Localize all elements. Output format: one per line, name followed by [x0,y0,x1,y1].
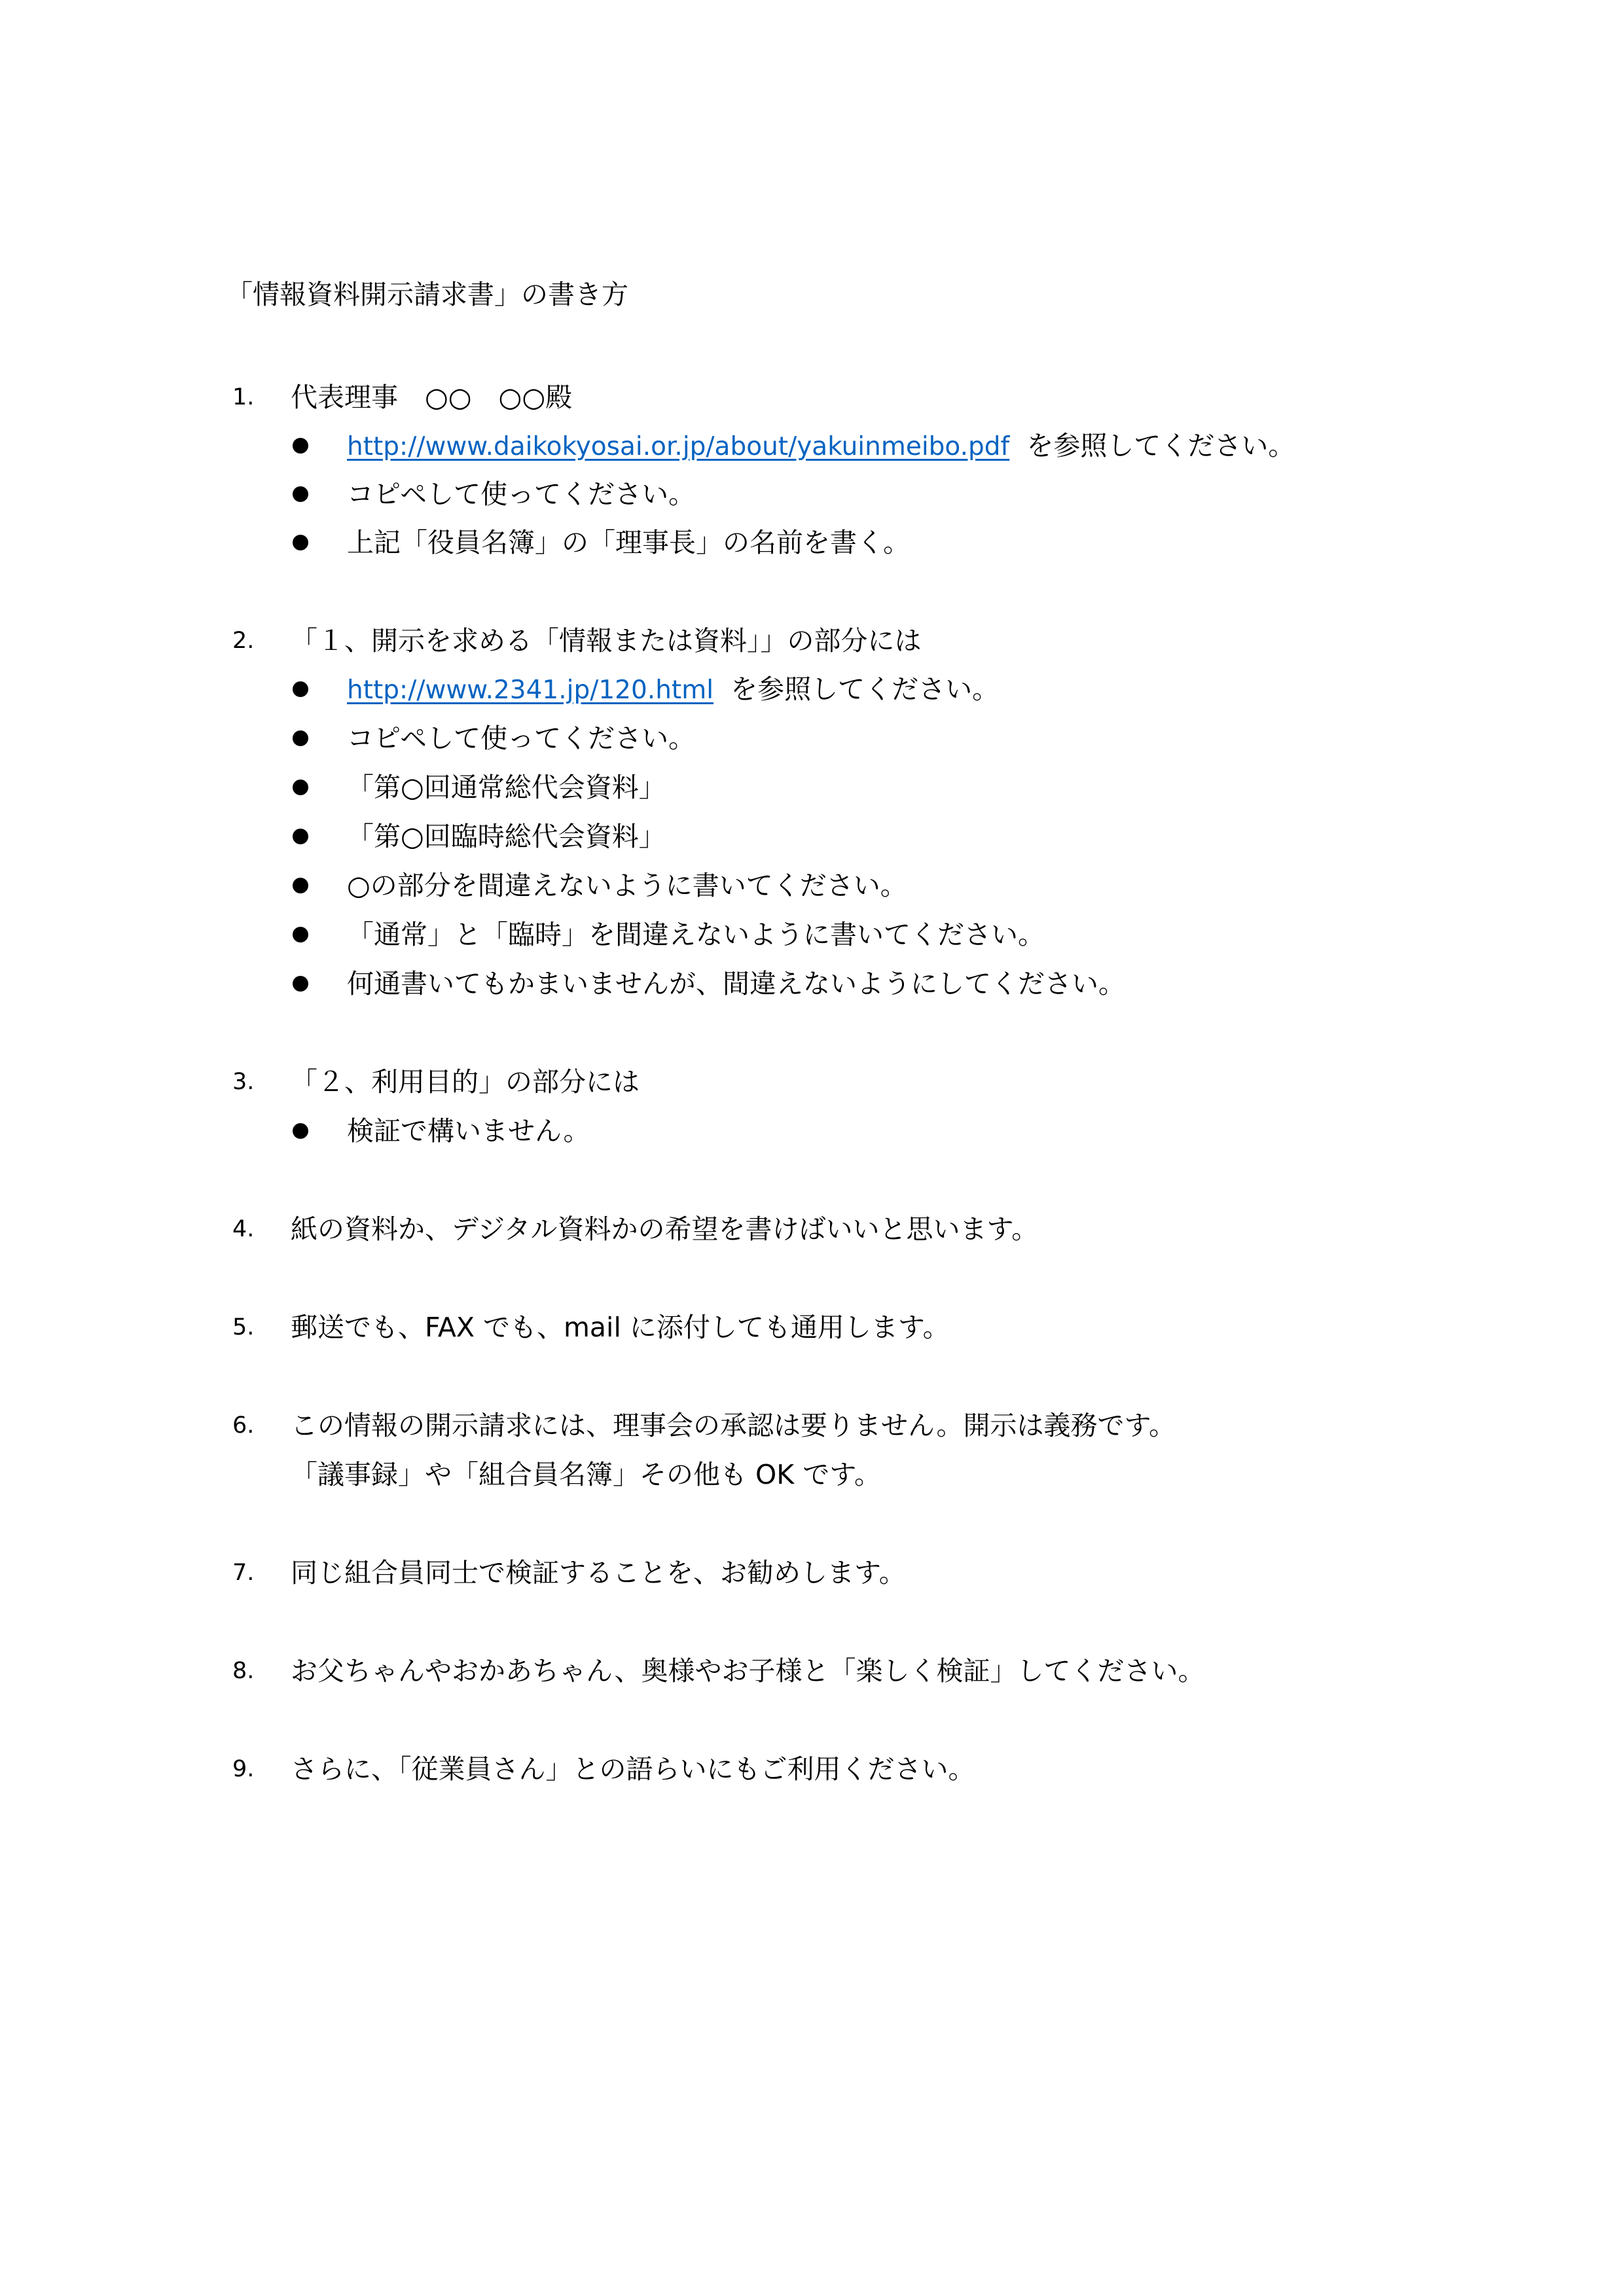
link-2341-120[interactable]: http://www.2341.jp/120.html [347,675,714,705]
bullet-item [0,665,1624,713]
item-number: 3. [232,1069,255,1095]
bullet-text [347,422,1295,471]
item-number: 6. [232,1412,255,1439]
bullet-text: ○の部分を間違えないように書いてください。 [347,870,907,901]
bullet-icon [293,780,308,795]
bullet-text: 何通書いてもかまいませんが、間違えないようにしてください。 [347,968,1125,999]
bullet-item [0,1107,1624,1155]
bullet-icon [293,829,308,844]
bullet-text: 「第○回通常総代会資料」 [347,772,666,803]
item-number: 8. [232,1658,255,1684]
item-text: 「１、開示を求める「情報または資料」」の部分には [291,625,922,656]
bullet-item [0,861,1624,910]
item-text: 同じ組合員同士で検証することを、お勧めします。 [291,1557,906,1588]
item-number: 2. [232,628,255,654]
item-text: 代表理事 ○○ ○○殿 [291,382,573,413]
item-text: 郵送でも、FAX でも、mail に添付しても通用します。 [291,1312,950,1343]
bullet-text: コピペして使ってください。 [347,478,696,510]
bullet-suffix: を参照してください。 [731,673,1000,705]
item-number: 9. [232,1756,255,1782]
item-text: この情報の開示請求には、理事会の承認は要りません。開示は義務です。 [291,1410,1176,1441]
bullet-suffix: を参照してください。 [1026,430,1295,461]
link-yakuinmeibo[interactable]: http://www.daikokyosai.or.jp/about/yakuinmeibo.pdf [347,432,1010,461]
item-text-continued: 「議事録」や「組合員名簿」その他も OK です。 [291,1459,881,1490]
bullet-icon [293,878,308,893]
bullet-icon [293,486,308,502]
bullet-item [0,518,1624,567]
bullet-icon [293,681,308,697]
bullet-text [347,665,999,715]
bullet-item [0,714,1624,762]
item-number: 4. [232,1216,255,1242]
bullet-item [0,470,1624,518]
item-text: お父ちゃんやおかあちゃん、奥様やお子様と「楽しく検証」してください。 [291,1655,1205,1687]
item-number: 7. [232,1560,255,1586]
item-number: 5. [232,1314,255,1340]
item-text: 「２、利用目的」の部分には [291,1066,640,1098]
bullet-item [0,960,1624,1008]
bullet-icon [293,927,308,942]
bullet-icon [293,1123,308,1139]
bullet-icon [293,730,308,746]
bullet-text: コピペして使ってください。 [347,723,696,754]
bullet-icon [293,976,308,992]
item-text: 紙の資料か、デジタル資料かの希望を書けばいいと思います。 [291,1213,1039,1245]
bullet-item [0,422,1624,470]
bullet-item [0,812,1624,861]
bullet-item [0,763,1624,812]
bullet-item [0,910,1624,959]
bullet-text: 上記「役員名簿」の「理事長」の名前を書く。 [347,527,911,558]
item-text: さらに、「従業員さん」との語らいにもご利用ください。 [291,1753,975,1785]
bullet-icon [293,438,308,454]
bullet-icon [293,535,308,550]
bullet-text: 検証で構いません。 [347,1115,590,1147]
bullet-text: 「第○回臨時総代会資料」 [347,821,666,852]
item-number: 1. [232,384,255,410]
bullet-text: 「通常」と「臨時」を間違えないように書いてください。 [347,919,1045,950]
document-title: 「情報資料開示請求書」の書き方 [226,279,628,310]
